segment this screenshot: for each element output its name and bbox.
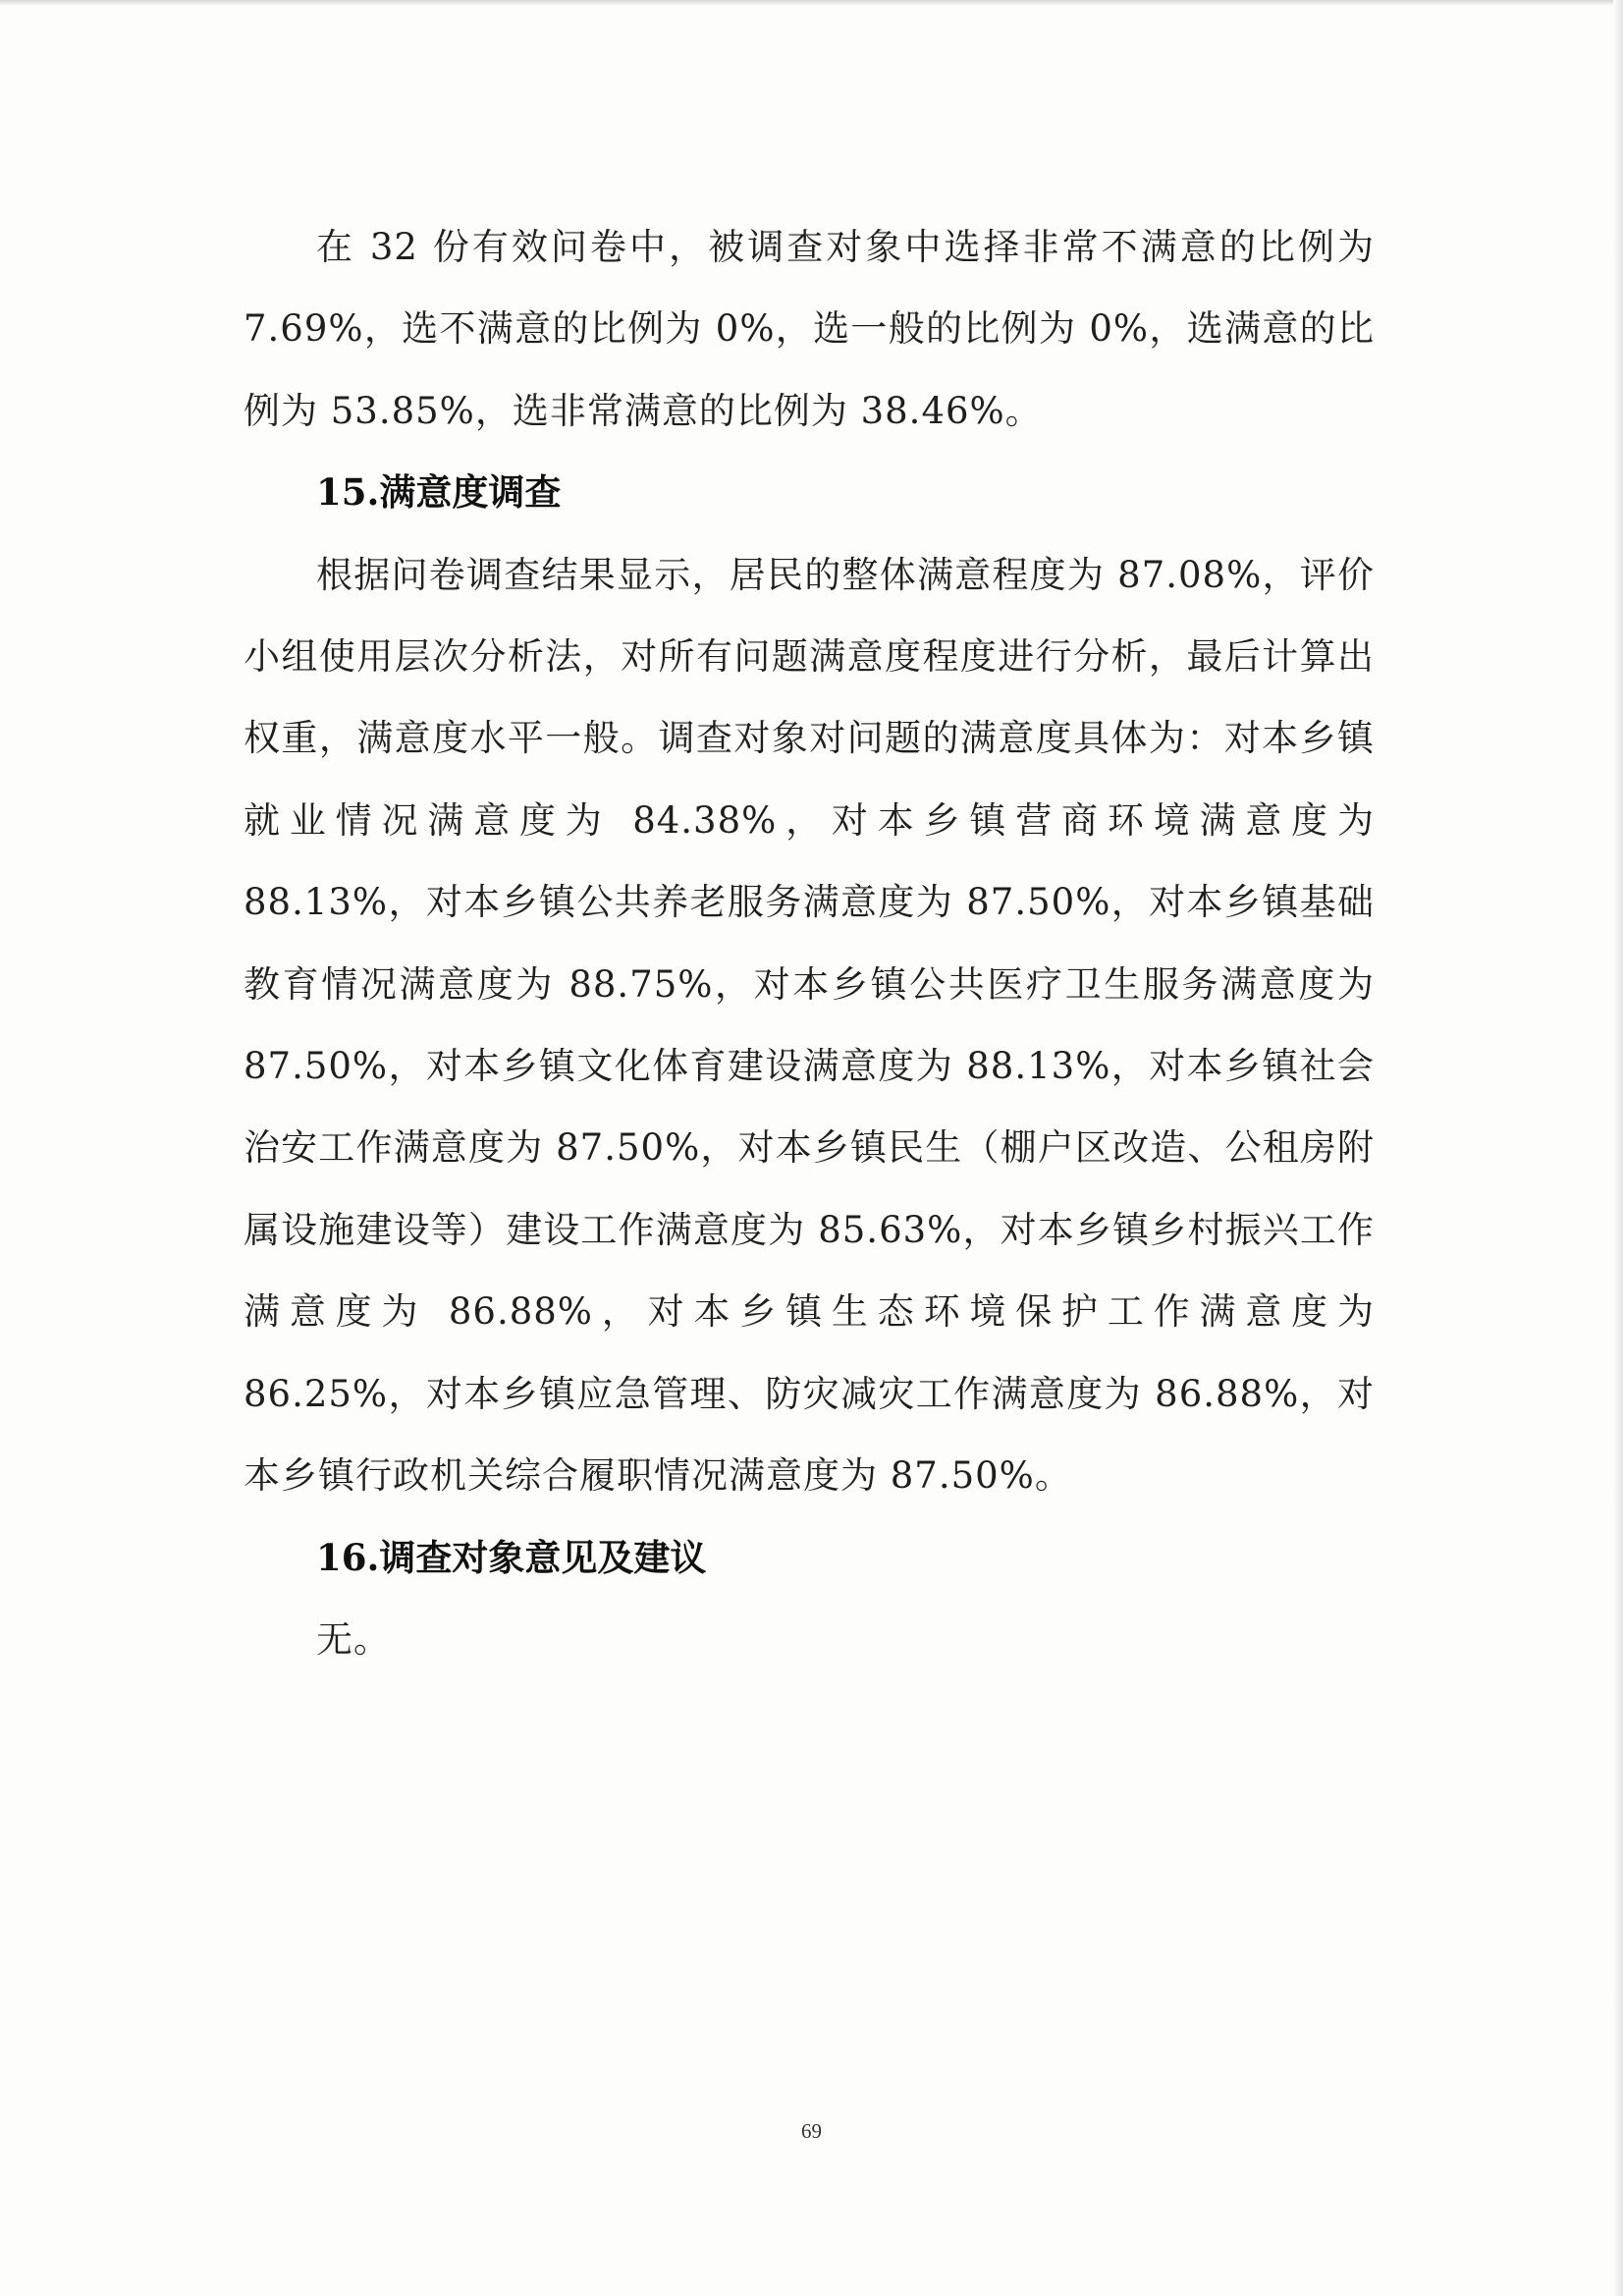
page-content bbox=[243, 206, 1375, 1680]
page-number: 69 bbox=[801, 2119, 822, 2143]
paragraph-satisfaction-results: 根据问卷调查结果显示，居民的整体满意程度为 87.08%，评价小组使用层次分析法，对所有问题满意度程度进行分析，最后计算出权重，满意度水平一般。调查对象对问题的满意度具体为：对本乡镇就业情况满意度为 84.38%，对本乡镇营商环境满意度为 88.13%，对本乡镇公共养老服务满意度为 87.50%，对本乡镇基础教育情况满意度为 88.75%，对本乡镇公共医疗卫生服务满意度为 87.50%，对本乡镇文化体育建设满意度为 88.13%，对本乡镇社会治安工作满意度为 87.50%，对本乡镇民生（棚户区改造、公租房附属设施建设等）建设工作满意度为 85.63%，对本乡镇乡村振兴工作满意度为 86.88%，对本乡镇生态环境保护工作满意度为 86.25%，对本乡镇应急管理、防灾减灾工作满意度为 86.88%，对本乡镇行政机关综合履职情况满意度为 87.50%。 bbox=[243, 553, 1375, 1498]
section-heading-16: 16.调查对象意见及建议 bbox=[316, 1535, 707, 1579]
paragraph-survey-ratio: 在 32 份有效问卷中，被调查对象中选择非常不满意的比例为 7.69%，选不满意的比例为 0%，选一般的比例为 0%，选满意的比例为 53.85%，选非常满意的比例为 38.46%。 bbox=[243, 226, 1375, 432]
scan-edge-top bbox=[0, 0, 1623, 6]
paragraph-no-suggestions: 无。 bbox=[316, 1617, 391, 1661]
section-heading-15: 15.满意度调查 bbox=[316, 470, 562, 515]
scan-edge-right bbox=[1613, 0, 1623, 2296]
